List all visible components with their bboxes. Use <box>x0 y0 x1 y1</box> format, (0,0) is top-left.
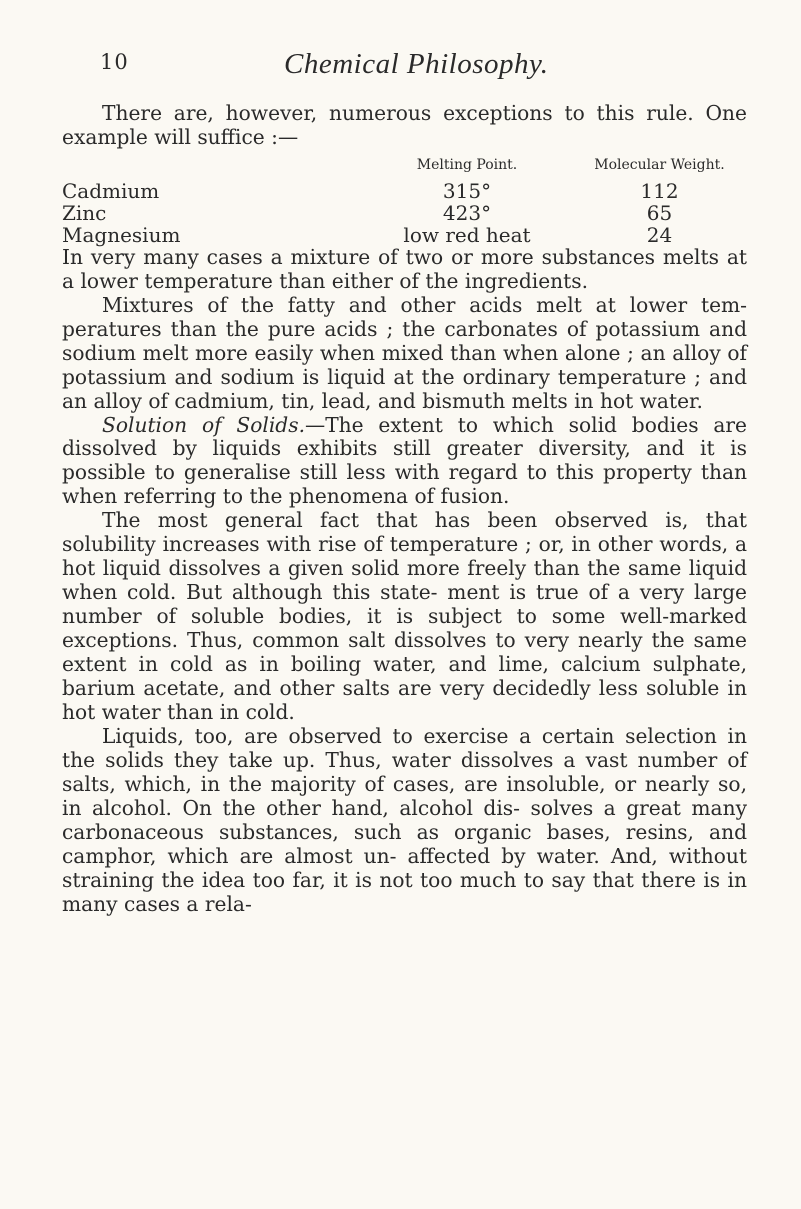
table-row <box>62 180 747 202</box>
table-header-melting-point: Melting Point. <box>416 156 518 173</box>
table-row <box>62 202 747 224</box>
paragraph-liquids: Liquids, too, are observed to exercise a certain selection in the solids they take up. Thus, water dissolves a vast number of salts, which, in the majority of cases, are insoluble, or nearly so, in alcohol. On the other hand, alcohol dis- solves a great many carbonaceous substances, such as organic bases, resins, and camphor, which are almost un- affected by water. And, without straining the idea too far, it is not too much to say that there is in many cases a rela- <box>62 723 747 916</box>
paragraph-mixtures: In very many cases a mixture of two or more substances melts at a lower temperature than either of the ingredients. <box>62 244 747 293</box>
paragraph-solubility: The most general fact that has been observed is, that solubility increases with rise of temperature ; or, in other words, a hot liquid dissolves a given solid more freely than the same liquid when cold. But although this state- ment is true of a very large number of soluble bodies, it is subject to some well-marked exceptions. Thus, common salt dissolves to very nearly the same extent in cold as in boiling water, and lime, calcium sulphate, barium acetate, and other salts are very decidedly less soluble in hot water than in cold. <box>62 508 747 724</box>
melting-point-value: low red heat <box>403 222 531 247</box>
intro-paragraph: There are, however, numerous exceptions to this rule. One example will suffice :— <box>62 101 747 149</box>
molecular-weight-value: 24 <box>646 222 673 247</box>
metal-name: Cadmium <box>62 178 160 203</box>
paragraph-fatty-acids: Mixtures of the fatty and other acids melt at lower tem- peratures than the pure acids ; the carbonates of potassium and sodium melt more easily when mixed than when alone ; an alloy of potassium and sodium is liquid at the ordinary temperature ; and an alloy of cadmium, tin, lead, and bismuth melts in hot water. <box>62 292 747 413</box>
page-number: 10 <box>100 50 129 74</box>
section-text: —The extent to which solid bodies are dissolved by liquids exhibits still greater diversity, and it is possible to generalise still less with regard to this property than when referring to the phenomena of fusion. <box>62 412 747 509</box>
table-row <box>62 224 747 246</box>
molecular-weight-value: 65 <box>646 200 673 225</box>
metal-name: Magnesium <box>62 222 181 247</box>
body-text <box>62 102 747 917</box>
molecular-weight-value: 112 <box>640 178 679 203</box>
table-header-row <box>62 154 747 180</box>
melting-point-value: 423° <box>442 200 492 225</box>
section-lead-in: Solution of Solids. <box>102 412 305 437</box>
melting-point-table <box>62 154 747 246</box>
table-header-molecular-weight: Molecular Weight. <box>594 156 725 173</box>
table-header-metal <box>62 154 362 180</box>
melting-point-value: 315° <box>442 178 492 203</box>
metal-name: Zinc <box>62 200 107 225</box>
running-head: Chemical Philosophy. <box>284 48 549 80</box>
paragraph-solution-of-solids <box>62 414 747 510</box>
